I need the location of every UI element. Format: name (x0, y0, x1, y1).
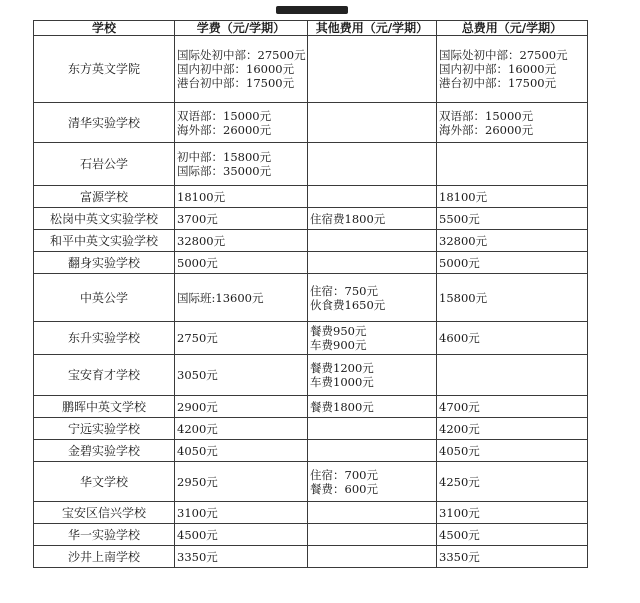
other-fees-cell (308, 103, 437, 143)
school-name-cell: 金碧实验学校 (34, 440, 175, 462)
other-fee-line: 餐费950元 (310, 324, 367, 338)
tuition-cell (175, 462, 308, 502)
total-fee-line: 海外部：26000元 (439, 122, 534, 137)
table-header-row (34, 21, 588, 36)
total-fee-line: 3100元 (439, 505, 480, 520)
tuition-cell (175, 418, 308, 440)
other-fee-line: 住宿：700元 (310, 467, 378, 482)
total-fee-cell (437, 546, 588, 568)
tuition-line: 2950元 (177, 474, 218, 489)
tuition-cell (175, 143, 308, 186)
fee-table (33, 20, 588, 568)
header-total: 总费用（元/学期） (437, 21, 588, 36)
tuition-line: 初中部：15800元 (177, 150, 272, 164)
total-fee-cell (437, 208, 588, 230)
total-fee-cell (437, 524, 588, 546)
other-fee-line: 车费900元 (310, 338, 367, 352)
other-fees-cell (308, 252, 437, 274)
tuition-cell (175, 274, 308, 322)
other-fee-line: 餐费1200元 (310, 361, 374, 375)
header-other-fees: 其他费用（元/学期） (308, 21, 437, 36)
tuition-cell (175, 230, 308, 252)
other-fee-line: 餐费：600元 (310, 481, 378, 496)
header-tuition: 学费（元/学期） (175, 21, 308, 36)
other-fees-cell (308, 546, 437, 568)
table-row (34, 274, 588, 322)
tuition-line: 3350元 (177, 549, 218, 564)
table-row (34, 322, 588, 355)
other-fees-cell (308, 230, 437, 252)
table-row (34, 502, 588, 524)
tuition-line: 2750元 (177, 331, 218, 345)
table-row (34, 440, 588, 462)
tuition-line: 海外部：26000元 (177, 122, 272, 137)
other-fees-cell (308, 36, 437, 103)
total-fee-cell (437, 230, 588, 252)
school-name-cell: 松岗中英文实验学校 (34, 208, 175, 230)
tuition-line: 3050元 (177, 368, 218, 382)
total-fee-line: 4700元 (439, 399, 480, 414)
tuition-line: 国际班:13600元 (177, 290, 264, 305)
table-body (34, 36, 588, 568)
total-fee-line: 32800元 (439, 233, 488, 248)
other-fees-cell (308, 396, 437, 418)
tuition-cell (175, 440, 308, 462)
tuition-cell (175, 502, 308, 524)
total-fee-cell (437, 440, 588, 462)
tuition-line: 32800元 (177, 233, 226, 248)
total-fee-cell (437, 274, 588, 322)
tuition-line: 双语部：15000元 (177, 108, 272, 123)
table-row (34, 36, 588, 103)
total-fee-cell (437, 502, 588, 524)
tuition-cell (175, 252, 308, 274)
school-name-cell: 宝安育才学校 (34, 355, 175, 396)
tuition-line: 国际处初中部：27500元 (177, 48, 306, 62)
other-fee-line: 车费1000元 (310, 375, 374, 389)
table-row (34, 103, 588, 143)
total-fee-line: 国内初中部：16000元 (439, 62, 557, 76)
tuition-cell (175, 396, 308, 418)
total-fee-cell (437, 186, 588, 208)
school-name-cell: 清华实验学校 (34, 103, 175, 143)
total-fee-line: 5500元 (439, 211, 480, 226)
total-fee-cell (437, 355, 588, 396)
tuition-line: 2900元 (177, 399, 218, 414)
total-fee-cell (437, 396, 588, 418)
other-fees-cell (308, 322, 437, 355)
total-fee-cell (437, 36, 588, 103)
school-name-cell: 鹏晖中英文学校 (34, 396, 175, 418)
total-fee-line: 4500元 (439, 527, 480, 542)
total-fee-line: 4200元 (439, 421, 480, 436)
table-row (34, 355, 588, 396)
table-row (34, 252, 588, 274)
other-fee-line: 伙食费1650元 (310, 297, 386, 312)
other-fees-cell (308, 502, 437, 524)
table-row (34, 462, 588, 502)
school-name-cell: 华一实验学校 (34, 524, 175, 546)
total-fee-cell (437, 322, 588, 355)
total-fee-cell (437, 103, 588, 143)
school-name-cell: 富源学校 (34, 186, 175, 208)
total-fee-cell (437, 418, 588, 440)
total-fee-line: 双语部：15000元 (439, 108, 534, 123)
school-name-cell: 石岩公学 (34, 143, 175, 186)
header-school: 学校 (34, 21, 175, 36)
total-fee-cell (437, 462, 588, 502)
school-name-cell: 中英公学 (34, 274, 175, 322)
total-fee-cell (437, 143, 588, 186)
other-fees-cell (308, 186, 437, 208)
other-fees-cell (308, 208, 437, 230)
other-fees-cell (308, 355, 437, 396)
other-fee-line: 餐费1800元 (310, 399, 374, 414)
total-fee-line: 港台初中部：17500元 (439, 76, 557, 90)
other-fees-cell (308, 440, 437, 462)
school-name-cell: 华文学校 (34, 462, 175, 502)
table-row (34, 143, 588, 186)
tuition-line: 3700元 (177, 211, 218, 226)
school-name-cell: 宁远实验学校 (34, 418, 175, 440)
tuition-cell (175, 322, 308, 355)
tuition-line: 港台初中部：17500元 (177, 76, 295, 90)
total-fee-cell (437, 252, 588, 274)
other-fees-cell (308, 462, 437, 502)
table-row (34, 546, 588, 568)
tuition-line: 国际部：35000元 (177, 164, 272, 178)
tuition-cell (175, 186, 308, 208)
tuition-line: 4500元 (177, 527, 218, 542)
tuition-line: 18100元 (177, 189, 226, 204)
tuition-cell (175, 355, 308, 396)
school-name-cell: 东方英文学院 (34, 36, 175, 103)
total-fee-line: 4600元 (439, 331, 480, 345)
total-fee-line: 国际处初中部：27500元 (439, 48, 568, 62)
total-fee-line: 5000元 (439, 255, 480, 270)
school-name-cell: 宝安区信兴学校 (34, 502, 175, 524)
tuition-line: 3100元 (177, 505, 218, 520)
tuition-cell (175, 103, 308, 143)
school-name-cell: 沙井上南学校 (34, 546, 175, 568)
table-row (34, 230, 588, 252)
tuition-line: 4050元 (177, 443, 218, 458)
total-fee-line: 4250元 (439, 474, 480, 489)
total-fee-line: 15800元 (439, 290, 488, 305)
tuition-cell (175, 546, 308, 568)
other-fees-cell (308, 418, 437, 440)
tuition-line: 4200元 (177, 421, 218, 436)
table-row (34, 186, 588, 208)
tuition-cell (175, 36, 308, 103)
title-fragment (276, 6, 348, 14)
other-fee-line: 住宿费1800元 (310, 211, 386, 226)
tuition-cell (175, 208, 308, 230)
school-name-cell: 东升实验学校 (34, 322, 175, 355)
school-name-cell: 和平中英文实验学校 (34, 230, 175, 252)
table-row (34, 208, 588, 230)
total-fee-line: 3350元 (439, 549, 480, 564)
tuition-cell (175, 524, 308, 546)
table-row (34, 524, 588, 546)
other-fee-line: 住宿：750元 (310, 283, 378, 298)
other-fees-cell (308, 524, 437, 546)
other-fees-cell (308, 143, 437, 186)
total-fee-line: 4050元 (439, 443, 480, 458)
table-row (34, 418, 588, 440)
school-name-cell: 翻身实验学校 (34, 252, 175, 274)
other-fees-cell (308, 274, 437, 322)
table-row (34, 396, 588, 418)
tuition-line: 国内初中部：16000元 (177, 62, 295, 76)
total-fee-line: 18100元 (439, 189, 488, 204)
tuition-line: 5000元 (177, 255, 218, 270)
